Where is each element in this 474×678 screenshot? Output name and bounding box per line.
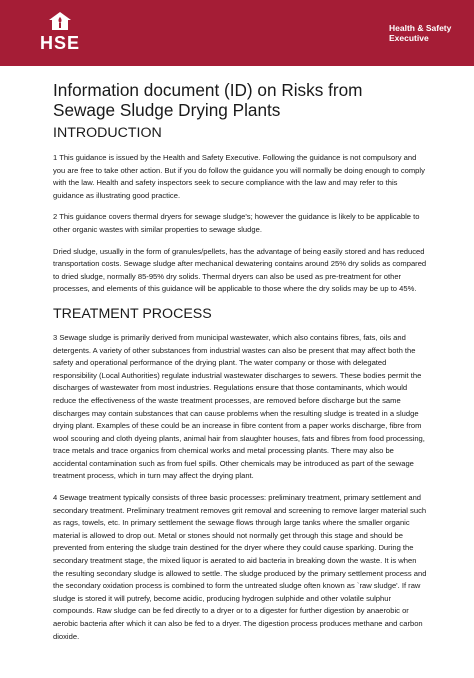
paragraph-3: 3 Sewage sludge is primarily derived from municipal wastewater, which also contains fibres, fats, oils and detergents. A variety of other substances from industrial wastes can also be present that may affect both the safety and operational performance of the drying plant. The water company or those with delegated responsibility (Local Authorities) regulate industrial wastewater discharges to sewers. These bodies permit the discharges of wastewater from most industries. Regulations ensure that those contaminants, which would reduce the effectiveness of the waste treatment processes, are removed before discharge but the same discharges may contain substances that can cause problems when the resulting sludge is treated in a sludge drying plant. Examples of these could be an increase in fibre content from a paper works discharge, fibre from wool scouring and cloth dyeing plants, animal hair from slaughter houses, fats and fibres from food processing, trace metals and trace organics from chemical works and metal processing plants. There may also be accidental contamination such as from fuel spills. Other chemicals may be introduced as part of the sewage treatment process, which in turn may affect the drying plant.	[53, 332, 425, 481]
document-body	[53, 80, 428, 643]
section-heading-treatment-process: TREATMENT PROCESS	[53, 305, 212, 322]
org-name-line2: Executive	[389, 33, 429, 43]
hse-emblem-icon	[47, 11, 73, 31]
paragraph-dried-sludge: Dried sludge, usually in the form of granules/pellets, has the advantage of being easily stored and has reduced transportation costs. Sewage sludge after mechanical dewatering contains around 25% dry solids as compared to dried sludge, normally 85-95% dry solids. Thermal dryers can also be used as pre-treatment for other processes, and elements of this guidance will be applicable to those where the dry solids may be up to 45%.	[53, 246, 427, 294]
paragraph-1: 1 This guidance is issued by the Health and Safety Executive. Following the guidance is not compulsory and you are free to take other action. But if you do follow the guidance you will normally be doing enough to comply with the law. Health and safety inspectors seek to secure compliance with the law and may refer to this guidance as illustrating good practice.	[53, 153, 425, 200]
section-heading-introduction: INTRODUCTION	[53, 125, 162, 141]
document-title: Information document (ID) on Risks from Sewage Sludge Drying Plants	[53, 80, 363, 120]
paragraph-4: 4 Sewage treatment typically consists of three basic processes: preliminary treatment, primary settlement and secondary treatment. Preliminary treatment removes grit removal and screening to remove larger material such as rags, towels, etc. In primary settlement the sewage flows through large tanks where the smaller organic material is allowed to drop out. Metal or stones should not normally get through this stage and should be prevented from entering the sludge train destined for the dryer where they could cause sparking. During the secondary treatment stage, the mixed liquor is aerated to aid bacteria in breaking down the waste. It is when the resulting secondary sludge is allowed to settle. The sludge produced by the primary settlement process and the secondary oxidation process is combined to form the untreated sludge often known as `raw sludge'. If raw sludge is stored it will putrefy, become acidic, producing hydrogen sulphide and other volatile sulphur compounds. Raw sludge can be fed directly to a dryer or to a digester for further digestion by anaerobic or aerobic bacteria after which it can also be fed to a dryer. The digestion process produces methane and carbon dioxide.	[53, 493, 427, 641]
logo-text: HSE	[40, 33, 81, 53]
organisation-name	[389, 23, 469, 43]
paragraph-2: 2 This guidance covers thermal dryers for sewage sludge's; however the guidance is likely to be applicable to other organic wastes with similar properties to sewage sludge.	[53, 212, 420, 234]
org-name-line1: Health & Safety	[389, 23, 452, 33]
header-banner	[0, 0, 474, 66]
hse-logo	[40, 11, 80, 55]
